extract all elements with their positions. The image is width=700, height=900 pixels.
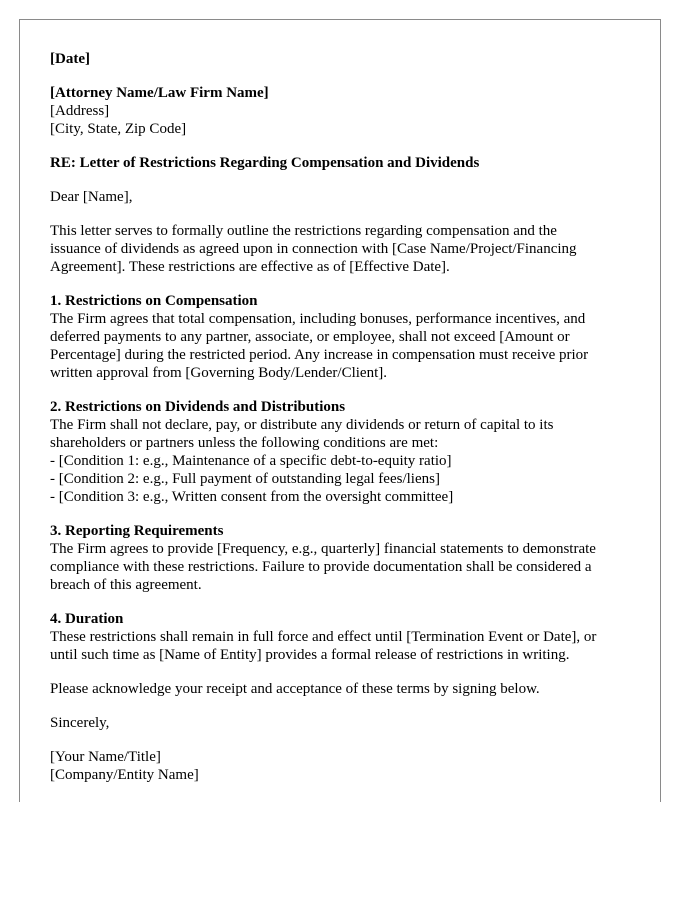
section-heading: 4. Duration <box>50 611 124 627</box>
signature-block <box>50 748 640 784</box>
section-line: deferred payments to any partner, associate, or employee, shall not exceed [Amount or <box>50 329 570 345</box>
section-line: shareholders or partners unless the following conditions are met: <box>50 435 439 451</box>
condition-item: - [Condition 3: e.g., Written consent from the oversight committee] <box>50 489 454 505</box>
section-compensation <box>50 292 640 382</box>
acknowledgment-text: Please acknowledge your receipt and acceptance of these terms by signing below. <box>50 681 540 697</box>
intro-line: Agreement]. These restrictions are effective as of [Effective Date]. <box>50 259 450 275</box>
section-line: written approval from [Governing Body/Lender/Client]. <box>50 365 387 381</box>
section-line: The Firm shall not declare, pay, or distribute any dividends or return of capital to its <box>50 417 554 433</box>
section-line: breach of this agreement. <box>50 577 202 593</box>
subject-block <box>50 154 640 172</box>
letter-date: [Date] <box>50 51 90 67</box>
signature-name-title: [Your Name/Title] <box>50 749 161 765</box>
section-line: Percentage] during the restricted period. Any increase in compensation must receive prior <box>50 347 589 363</box>
letter-page <box>19 19 661 802</box>
section-duration <box>50 610 640 664</box>
recipient-name: [Attorney Name/Law Firm Name] <box>50 85 269 101</box>
section-line: compliance with these restrictions. Failure to provide documentation shall be considered a <box>50 559 592 575</box>
condition-item: - [Condition 2: e.g., Full payment of outstanding legal fees/liens] <box>50 471 440 487</box>
recipient-address: [Address] <box>50 103 110 119</box>
salutation-block <box>50 188 640 206</box>
section-reporting <box>50 522 640 594</box>
condition-item: - [Condition 1: e.g., Maintenance of a specific debt-to-equity ratio] <box>50 453 452 469</box>
letter-body <box>50 50 640 800</box>
date-block <box>50 50 640 68</box>
closing-block <box>50 714 640 732</box>
section-line: The Firm agrees that total compensation, including bonuses, performance incentives, and <box>50 311 586 327</box>
closing: Sincerely, <box>50 715 110 731</box>
section-line: These restrictions shall remain in full force and effect until [Termination Event or Date], or <box>50 629 597 645</box>
intro-line: This letter serves to formally outline the restrictions regarding compensation and the <box>50 223 557 239</box>
section-heading: 2. Restrictions on Dividends and Distributions <box>50 399 346 415</box>
salutation: Dear [Name], <box>50 189 133 205</box>
section-line: The Firm agrees to provide [Frequency, e.g., quarterly] financial statements to demonstrate <box>50 541 596 557</box>
section-line: until such time as [Name of Entity] provides a formal release of restrictions in writing. <box>50 647 570 663</box>
section-dividends <box>50 398 640 506</box>
subject-line: RE: Letter of Restrictions Regarding Compensation and Dividends <box>50 155 480 171</box>
section-heading: 1. Restrictions on Compensation <box>50 293 258 309</box>
signature-company: [Company/Entity Name] <box>50 767 199 783</box>
acknowledgment-block <box>50 680 640 698</box>
section-heading: 3. Reporting Requirements <box>50 523 224 539</box>
recipient-city-state-zip: [City, State, Zip Code] <box>50 121 187 137</box>
intro-line: issuance of dividends as agreed upon in connection with [Case Name/Project/Financing <box>50 241 577 257</box>
intro-paragraph <box>50 222 640 276</box>
recipient-block <box>50 84 640 138</box>
